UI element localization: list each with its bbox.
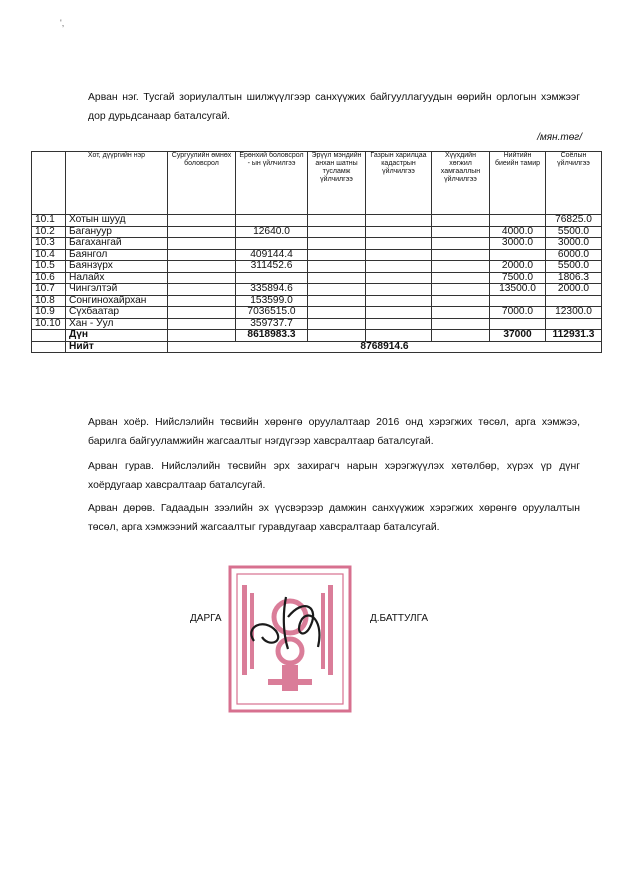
table-cell (168, 284, 236, 296)
table-cell (236, 272, 308, 284)
signer-name: Д.БАТТУЛГА (370, 613, 428, 624)
table-cell (366, 307, 432, 319)
paragraph-11: Арван нэг. Тусгай зориулалтын шилжүүлгээр санхүүжих байгууллагуудын өөрийн орлогын хэмжээг дор дурьдсанаар баталсугай. (88, 92, 580, 122)
table-cell (366, 249, 432, 261)
total-cell: 8618983.3 (236, 330, 308, 342)
column-header: Ерөнхий боловсрол - ын үйлчилгээ (236, 152, 308, 215)
total-cell (308, 330, 366, 342)
table-row (32, 249, 602, 261)
table-cell (308, 295, 366, 307)
table-cell (366, 215, 432, 227)
paragraph-12: Арван хоёр. Нийслэлийн төсвийн хөрөнгө оруулалтаар 2016 онд хэрэгжих төсөл, арга хэмжээ, барилга байгууламжийн жагсаалтыг нэгдүгээр хавсралтаар баталсугай. (88, 417, 580, 447)
table-cell (366, 238, 432, 250)
table-cell: Налайх (66, 272, 168, 284)
table-cell (490, 249, 546, 261)
table-cell: 10.8 (32, 295, 66, 307)
grand-total-row (32, 341, 602, 353)
table-cell (432, 295, 490, 307)
total-cell (366, 330, 432, 342)
table-cell (168, 215, 236, 227)
table-cell (168, 295, 236, 307)
table-cell (546, 295, 602, 307)
paragraph-14: Арван дөрөв. Гадаадын зээлийн эх үүсвэрээр дамжин санхүүжиж хэрэгжих хөрөнгө оруулалтын төсөл, арга хэмжээний жагсаалтыг гуравдугаар хавсралтаар баталсугай. (88, 503, 580, 533)
table-cell: Сүхбаатар (66, 307, 168, 319)
table-cell: Баянзүрх (66, 261, 168, 273)
table-cell (168, 272, 236, 284)
table-cell: 409144.4 (236, 249, 308, 261)
table-row (32, 215, 602, 227)
table-cell: Чингэлтэй (66, 284, 168, 296)
corner-mark: ', (60, 18, 65, 28)
total-cell: Дүн (66, 330, 168, 342)
table-cell (432, 318, 490, 330)
table-cell: 12300.0 (546, 307, 602, 319)
table-cell (168, 307, 236, 319)
table-cell: 5500.0 (546, 226, 602, 238)
column-header: Эрүүл мэндийн анхан шатны тусламж үйлчилгээ (308, 152, 366, 215)
table-cell: Баянгол (66, 249, 168, 261)
handwritten-signature (224, 587, 344, 657)
table-cell: Багануур (66, 226, 168, 238)
table-cell (432, 226, 490, 238)
table-row (32, 295, 602, 307)
table-cell (490, 215, 546, 227)
table-cell: 13500.0 (490, 284, 546, 296)
table-cell: 7500.0 (490, 272, 546, 284)
total-cell (168, 330, 236, 342)
table-cell (432, 284, 490, 296)
total-cell (32, 330, 66, 342)
table-cell (366, 284, 432, 296)
table-cell (432, 307, 490, 319)
table-cell: 10.2 (32, 226, 66, 238)
table-cell: 1806.3 (546, 272, 602, 284)
table-cell (168, 226, 236, 238)
table-cell (546, 318, 602, 330)
table-cell: 7000.0 (490, 307, 546, 319)
table-cell (490, 318, 546, 330)
table-cell: 335894.6 (236, 284, 308, 296)
table-cell (168, 318, 236, 330)
table-cell (366, 226, 432, 238)
table-cell (308, 226, 366, 238)
table-header (32, 152, 602, 215)
table-cell: 7036515.0 (236, 307, 308, 319)
table-cell: 311452.6 (236, 261, 308, 273)
table-cell: 2000.0 (546, 284, 602, 296)
table-cell (308, 238, 366, 250)
table-row (32, 238, 602, 250)
table-cell (308, 284, 366, 296)
total-cell: 37000 (490, 330, 546, 342)
table-cell (236, 238, 308, 250)
table-row (32, 284, 602, 296)
table-cell (366, 318, 432, 330)
grand-total-label: Нийт (66, 341, 168, 353)
table-cell: 3000.0 (490, 238, 546, 250)
table-cell: 3000.0 (546, 238, 602, 250)
table-cell (366, 295, 432, 307)
table-cell: Сонгинохайрхан (66, 295, 168, 307)
total-cell: 112931.3 (546, 330, 602, 342)
table-cell: 359737.7 (236, 318, 308, 330)
table-cell (366, 261, 432, 273)
unit-label: /мян.төг/ (537, 132, 582, 143)
income-table (31, 151, 602, 353)
table-cell: 5500.0 (546, 261, 602, 273)
table-cell: Багахангай (66, 238, 168, 250)
table-cell (432, 261, 490, 273)
table-cell: 153599.0 (236, 295, 308, 307)
table-cell (308, 249, 366, 261)
table-row (32, 261, 602, 273)
table-cell (308, 261, 366, 273)
paragraph-13: Арван гурав. Нийслэлийн төсвийн эрх захирагч нарын хэрэгжүүлэх хөтөлбөр, хүрэх үр дүнг хоёрдугаар хавсралтаар баталсугай. (88, 461, 580, 491)
column-header: Соёлын үйлчилгээ (546, 152, 602, 215)
table-cell: 10.10 (32, 318, 66, 330)
table-cell (308, 318, 366, 330)
table-cell (168, 238, 236, 250)
table-cell (432, 249, 490, 261)
table-cell (432, 215, 490, 227)
table-row (32, 307, 602, 319)
table-row (32, 226, 602, 238)
table-cell: Хотын шууд (66, 215, 168, 227)
table-cell (308, 272, 366, 284)
table-cell (308, 215, 366, 227)
table-cell: 76825.0 (546, 215, 602, 227)
table-cell: 2000.0 (490, 261, 546, 273)
table-cell: 10.7 (32, 284, 66, 296)
table-cell: 6000.0 (546, 249, 602, 261)
signer-title: ДАРГА (190, 613, 222, 624)
table-cell (366, 272, 432, 284)
column-header: Сургуулийн өмнөх боловсрол (168, 152, 236, 215)
column-header: Нийтийн биеийн тамир (490, 152, 546, 215)
column-header: Газрын харилцаа кадастрын үйлчилгээ (366, 152, 432, 215)
table-cell: 10.1 (32, 215, 66, 227)
column-header: Хот, дүүргийн нэр (66, 152, 168, 215)
column-header (32, 152, 66, 215)
grand-total-cell (32, 341, 66, 353)
table-cell: Хан - Уул (66, 318, 168, 330)
table-cell: 10.3 (32, 238, 66, 250)
table-row (32, 318, 602, 330)
table-cell: 4000.0 (490, 226, 546, 238)
table-cell (168, 249, 236, 261)
table-cell: 10.6 (32, 272, 66, 284)
table-cell: 12640.0 (236, 226, 308, 238)
table-cell (432, 238, 490, 250)
table-cell (168, 261, 236, 273)
table-cell (236, 215, 308, 227)
table-row (32, 272, 602, 284)
total-row (32, 330, 602, 342)
table-body (32, 215, 602, 353)
state-seal-stamp (228, 565, 352, 713)
table-cell (490, 295, 546, 307)
table-cell (432, 272, 490, 284)
table-cell: 10.5 (32, 261, 66, 273)
table-cell: 10.9 (32, 307, 66, 319)
column-header: Хүүхдийн хөгжил хамгааллын үйлчилгээ (432, 152, 490, 215)
table-cell (308, 307, 366, 319)
table-cell: 10.4 (32, 249, 66, 261)
grand-total-value: 8768914.6 (168, 341, 602, 353)
total-cell (432, 330, 490, 342)
